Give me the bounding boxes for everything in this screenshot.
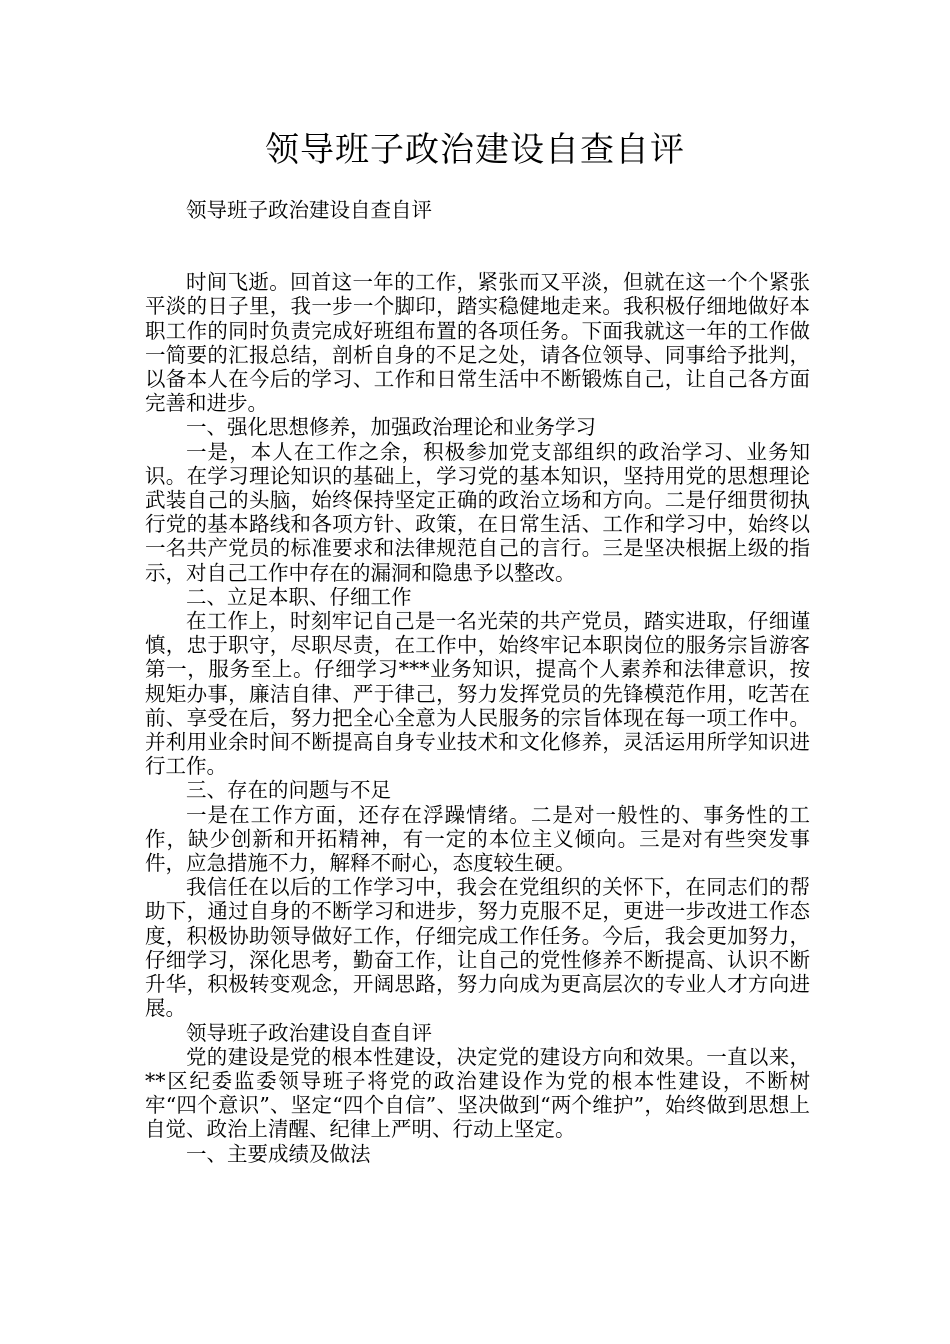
paragraph-section-1: 一是，本人在工作之余，积极参加党支部组织的政治学习、业务知识。在学习理论知识的基础上，学习党的基本知识，坚持用党的思想理论武装自己的头脑，始终保持坚定正确的政治立场和方向。二是仔细贯彻执行党的基本路线和各项方针、政策，在日常生活、工作和学习中，始终以一名共产党员的标准要求和法律规范自己的言行。三是坚决根据上级的指示，对自己工作中存在的漏洞和隐患予以整改。: [145, 439, 810, 585]
paragraph-second-intro: 党的建设是党的根本性建设，决定党的建设方向和效果。一直以来，**区纪委监委领导班子将党的政治建设作为党的根本性建设，不断树牢“四个意识”、坚定“四个自信”、坚决做到“两个维护”，始终做到思想上自觉、政治上清醒、纪律上严明、行动上坚定。: [145, 1044, 810, 1142]
paragraph-intro: 时间飞逝。回首这一年的工作，紧张而又平淡，但就在这一个个紧张平淡的日子里，我一步一个脚印，踏实稳健地走来。我积极仔细地做好本职工作的同时负责完成好班组布置的各项任务。下面我就这一年的工作做一简要的汇报总结，剖析自身的不足之处，请各位领导、同事给予批判，以备本人在今后的学习、工作和日常生活中不断锻炼自己，让自己各方面完善和进步。: [145, 270, 810, 416]
section-heading-3: 三、存在的问题与不足: [186, 778, 391, 803]
section-heading-2: 二、立足本职、仔细工作: [186, 584, 412, 609]
paragraph-section-3: 一是在工作方面，还存在浮躁情绪。二是对一般性的、事务性的工作，缺少创新和开拓精神，有一定的本位主义倾向。三是对有些突发事件，应急措施不力，解释不耐心，态度较生硬。: [145, 802, 810, 876]
blank-line: [145, 246, 810, 270]
second-article-title: 领导班子政治建设自查自评: [186, 1020, 432, 1045]
second-section-heading-1: 一、主要成绩及做法: [186, 1141, 371, 1166]
paragraph-conclusion: 我信任在以后的工作学习中，我会在党组织的关怀下，在同志们的帮助下，通过自身的不断学习和进步，努力克服不足，更进一步改进工作态度，积极协助领导做好工作，仔细完成工作任务。今后，我会更加努力，仔细学习，深化思考，勤奋工作，让自己的党性修养不断提高、认识不断升华，积极转变观念，开阔思路，努力向成为更高层次的专业人才方向进展。: [145, 875, 810, 1021]
document-subtitle: 领导班子政治建设自查自评: [186, 198, 432, 222]
paragraph-section-2: 在工作上，时刻牢记自己是一名光荣的共产党员，踏实进取，仔细谨慎，忠于职守，尽职尽责，在工作中，始终牢记本职岗位的服务宗旨游客第一，服务至上。仔细学习***业务知识，提高个人素养和法律意识，按规矩办事，廉洁自律、严于律己，努力发挥党员的先锋模范作用，吃苦在前、享受在后，努力把全心全意为人民服务的宗旨体现在每一项工作中。并利用业余时间不断提高自身专业技术和文化修养，灵活运用所学知识进行工作。: [145, 609, 810, 779]
document-body: [145, 198, 810, 1166]
document-title: 领导班子政治建设自查自评: [265, 130, 685, 170]
section-heading-1: 一、强化思想修养，加强政治理论和业务学习: [186, 415, 596, 440]
